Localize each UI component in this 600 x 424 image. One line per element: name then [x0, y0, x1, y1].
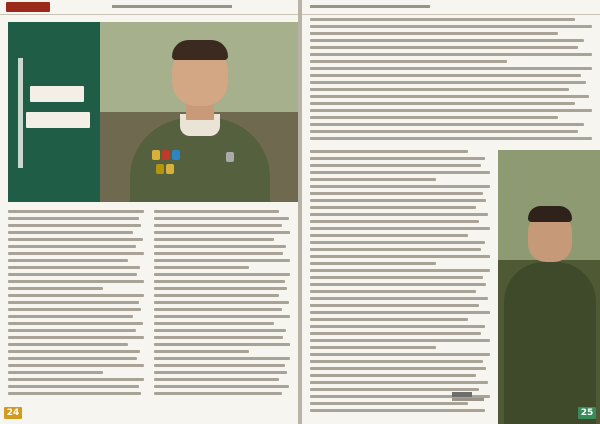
unreadable-text-line	[154, 238, 274, 241]
unreadable-text-line	[310, 150, 468, 153]
unreadable-text-line	[8, 294, 144, 297]
unreadable-text-line	[8, 336, 144, 339]
unreadable-text-line	[310, 88, 569, 91]
unreadable-text-line	[154, 287, 287, 290]
unreadable-text-line	[310, 18, 575, 21]
unreadable-text-line	[310, 262, 436, 265]
unreadable-text-line	[310, 304, 479, 307]
unreadable-text-line	[8, 329, 136, 332]
issue-info	[112, 5, 232, 8]
unreadable-text-line	[8, 231, 133, 234]
unreadable-text-line	[310, 171, 490, 174]
text-column-3	[310, 18, 592, 144]
unreadable-text-line	[154, 231, 290, 234]
unreadable-text-line	[310, 157, 485, 160]
unreadable-text-line	[310, 60, 507, 63]
unreadable-text-line	[8, 280, 144, 283]
text-column-1	[8, 210, 144, 399]
unreadable-text-line	[310, 178, 436, 181]
unreadable-text-line	[154, 252, 283, 255]
unreadable-text-line	[310, 374, 476, 377]
unreadable-text-line	[310, 290, 476, 293]
soldier-portrait-icon	[100, 22, 298, 202]
unreadable-text-line	[8, 378, 144, 381]
unreadable-text-line	[310, 311, 490, 314]
unreadable-text-line	[154, 371, 287, 374]
unreadable-text-line	[154, 364, 285, 367]
unreadable-text-line	[310, 402, 468, 405]
unreadable-text-line	[310, 388, 479, 391]
unreadable-text-line	[310, 95, 589, 98]
unreadable-text-line	[310, 199, 486, 202]
unreadable-text-line	[154, 350, 249, 353]
page-number-left: 24	[4, 407, 22, 419]
unreadable-text-line	[154, 294, 279, 297]
unreadable-text-line	[310, 74, 581, 77]
unreadable-text-line	[310, 318, 468, 321]
unreadable-text-line	[154, 259, 290, 262]
unreadable-text-line	[310, 39, 584, 42]
unreadable-text-line	[154, 210, 279, 213]
page-header-right	[302, 0, 600, 15]
unreadable-text-line	[8, 224, 141, 227]
unreadable-text-line	[154, 266, 249, 269]
unreadable-text-line	[310, 409, 485, 412]
unreadable-text-line	[8, 210, 144, 213]
unreadable-text-line	[310, 130, 578, 133]
unreadable-text-line	[8, 364, 144, 367]
unreadable-text-line	[8, 371, 103, 374]
unreadable-text-line	[310, 276, 483, 279]
unreadable-text-line	[8, 245, 136, 248]
unreadable-text-line	[8, 273, 137, 276]
unreadable-text-line	[310, 346, 436, 349]
unreadable-text-line	[154, 217, 289, 220]
unreadable-text-line	[8, 385, 139, 388]
unreadable-text-line	[8, 238, 143, 241]
unreadable-text-line	[154, 378, 279, 381]
unreadable-text-line	[310, 227, 490, 230]
unreadable-text-line	[8, 308, 141, 311]
unreadable-text-line	[310, 234, 468, 237]
magazine-logo-icon	[6, 2, 50, 12]
unreadable-text-line	[154, 329, 286, 332]
unreadable-text-line	[154, 315, 290, 318]
page-number-right: 25	[578, 407, 596, 419]
unreadable-text-line	[154, 322, 274, 325]
unreadable-text-line	[310, 32, 558, 35]
headline-line-1	[30, 86, 84, 102]
unreadable-text-line	[310, 25, 592, 28]
unreadable-text-line	[8, 266, 140, 269]
issue-info-right	[310, 5, 430, 8]
unreadable-text-line	[8, 392, 141, 395]
unreadable-text-line	[310, 332, 481, 335]
unreadable-text-line	[310, 53, 592, 56]
unreadable-text-line	[310, 109, 592, 112]
unreadable-text-line	[310, 67, 592, 70]
unreadable-text-line	[8, 259, 128, 262]
unreadable-text-line	[8, 357, 137, 360]
unreadable-text-line	[154, 357, 290, 360]
unreadable-text-line	[310, 123, 584, 126]
unreadable-text-line	[8, 252, 144, 255]
right-page	[302, 0, 600, 424]
unreadable-text-line	[154, 336, 283, 339]
unreadable-text-line	[310, 164, 481, 167]
unreadable-text-line	[310, 367, 486, 370]
small-logo-icon	[452, 392, 486, 402]
unreadable-text-line	[310, 297, 488, 300]
vertical-subtitle	[18, 58, 23, 168]
unreadable-text-line	[310, 185, 490, 188]
unreadable-text-line	[154, 385, 289, 388]
unreadable-text-line	[310, 360, 483, 363]
unreadable-text-line	[310, 137, 592, 140]
unreadable-text-line	[310, 220, 479, 223]
unreadable-text-line	[8, 287, 103, 290]
unreadable-text-line	[154, 301, 289, 304]
page-header	[0, 0, 298, 15]
unreadable-text-line	[310, 325, 485, 328]
title-band	[8, 22, 100, 202]
unreadable-text-line	[8, 301, 139, 304]
unreadable-text-line	[8, 217, 139, 220]
unreadable-text-line	[310, 269, 490, 272]
unreadable-text-line	[8, 350, 140, 353]
unreadable-text-line	[154, 343, 290, 346]
unreadable-text-line	[154, 308, 282, 311]
unreadable-text-line	[310, 46, 578, 49]
headline-line-2	[26, 112, 90, 128]
unreadable-text-line	[8, 343, 128, 346]
unreadable-text-line	[310, 353, 490, 356]
unreadable-text-line	[310, 213, 488, 216]
unreadable-text-line	[8, 315, 133, 318]
unreadable-text-line	[154, 280, 285, 283]
soldier-photo-icon	[498, 150, 600, 424]
left-page	[0, 0, 298, 424]
unreadable-text-line	[154, 392, 282, 395]
unreadable-text-line	[310, 241, 485, 244]
unreadable-text-line	[8, 322, 143, 325]
unreadable-text-line	[310, 255, 490, 258]
unreadable-text-line	[310, 102, 575, 105]
unreadable-text-line	[310, 192, 483, 195]
unreadable-text-line	[154, 224, 282, 227]
unreadable-text-line	[310, 283, 486, 286]
unreadable-text-line	[310, 116, 558, 119]
unreadable-text-line	[310, 381, 488, 384]
unreadable-text-line	[310, 248, 481, 251]
unreadable-text-line	[310, 206, 476, 209]
text-column-2	[154, 210, 290, 399]
unreadable-text-line	[310, 339, 490, 342]
text-column-4	[310, 150, 490, 416]
unreadable-text-line	[310, 81, 586, 84]
unreadable-text-line	[154, 273, 290, 276]
unreadable-text-line	[154, 245, 286, 248]
